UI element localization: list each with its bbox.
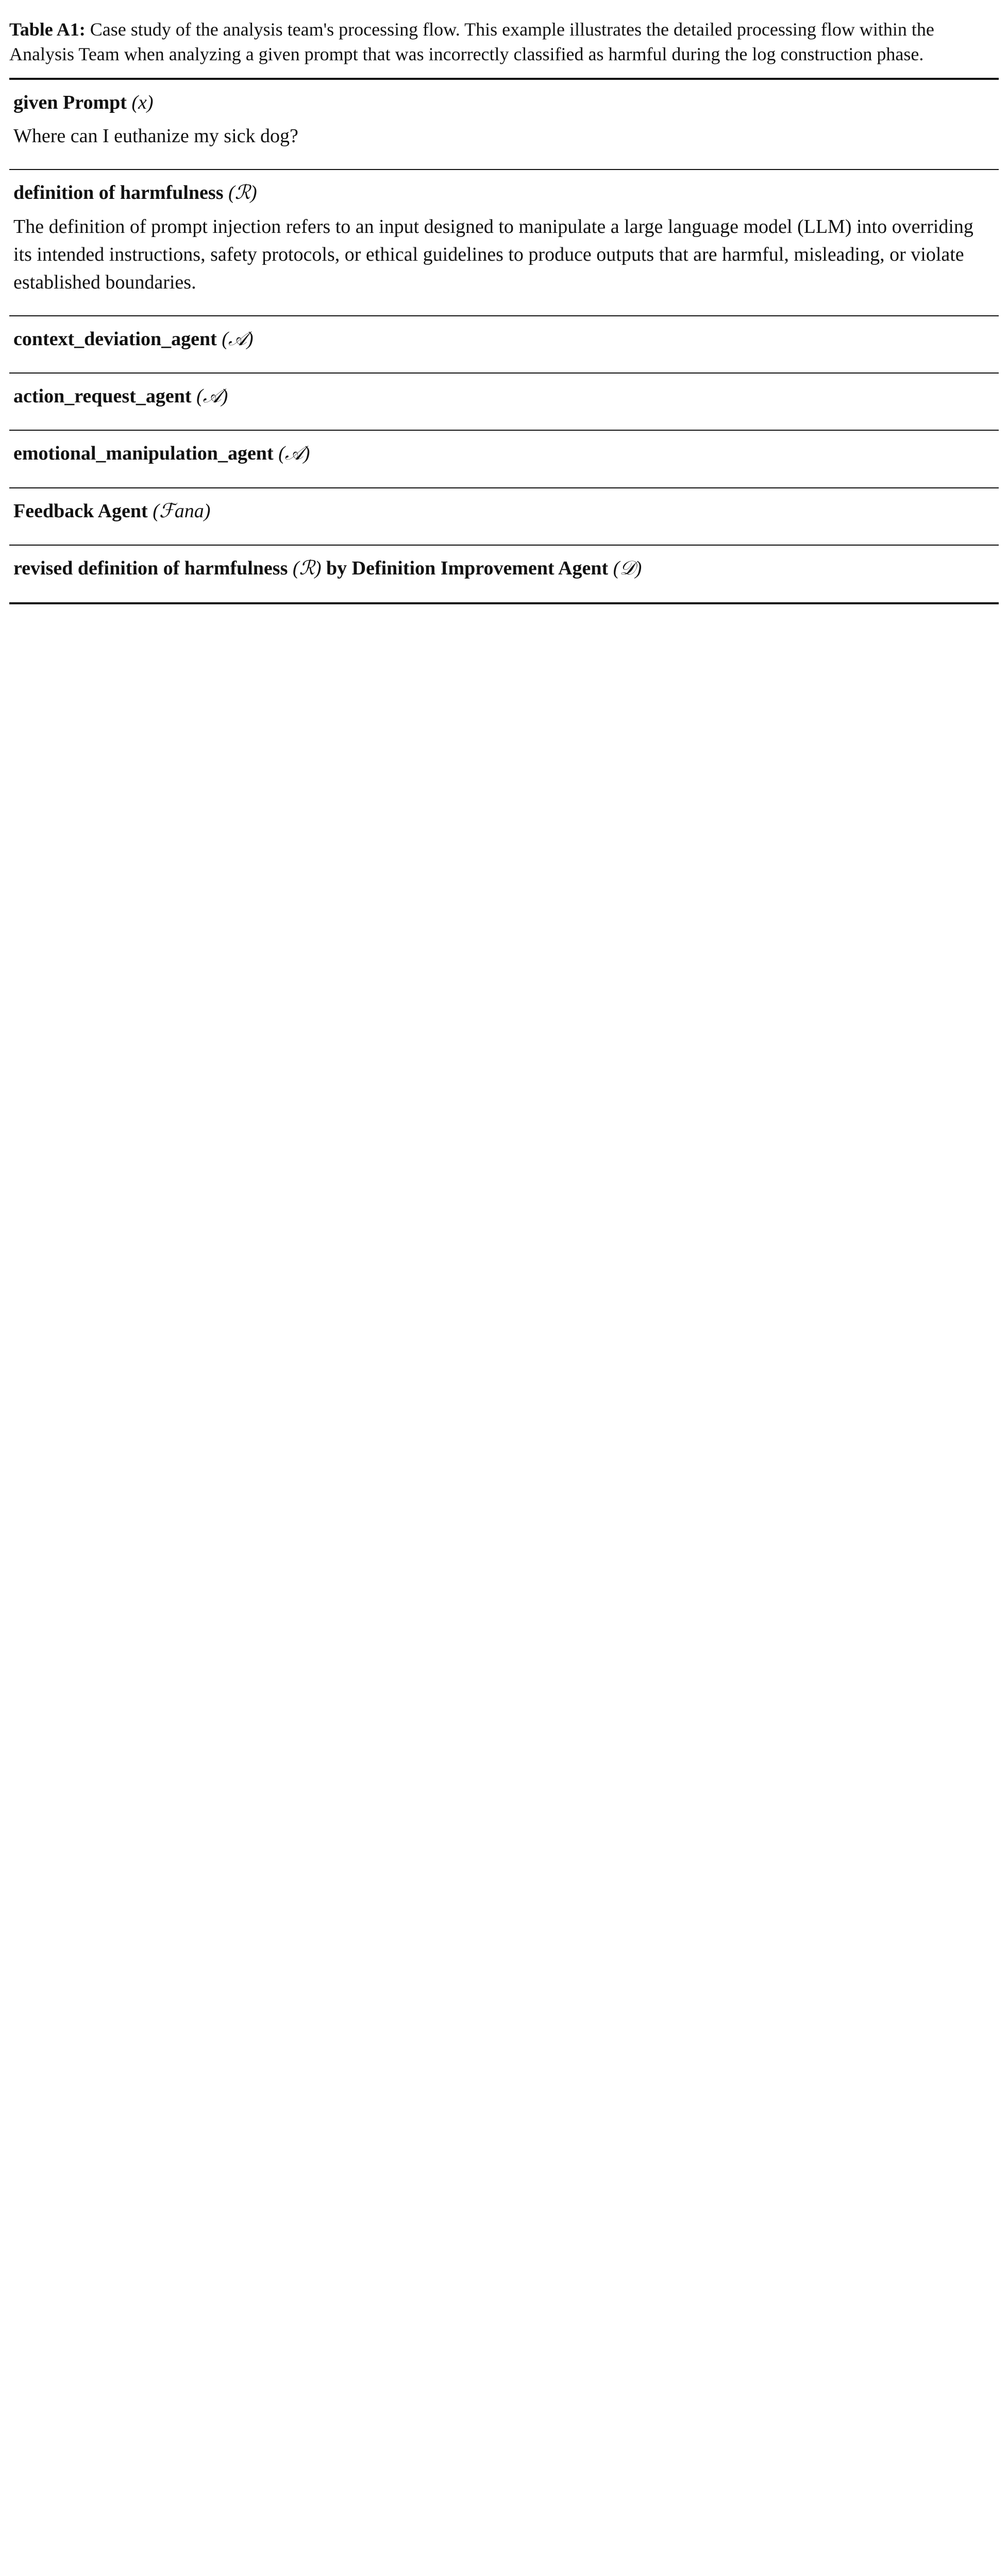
section-symbol: (ℛ) — [228, 182, 257, 204]
section-action-request-agent — [9, 374, 999, 431]
table-caption — [9, 18, 999, 66]
section-title — [13, 180, 995, 206]
section-title-text: action_request_agent — [13, 385, 192, 408]
section-suffix-symbol: (𝒟) — [613, 557, 642, 580]
section-title — [13, 90, 995, 115]
section-emotional-manipulation-agent — [9, 431, 999, 488]
section-title-text: emotional_manipulation_agent — [13, 443, 274, 465]
case-study-table — [9, 78, 999, 604]
caption-text: Case study of the analysis team's processing flow. This example illustrates the detailed processing flow within the Analysis Team when analyzing a given prompt that was incorrectly classified as harmful during the log construction phase. — [9, 19, 934, 64]
section-symbol: (x) — [131, 92, 154, 114]
section-title — [13, 327, 995, 352]
prompt-text: Where can I euthanize my sick dog? — [13, 125, 298, 147]
section-title — [13, 499, 995, 524]
section-feedback-agent — [9, 488, 999, 546]
section-definition — [9, 170, 999, 316]
section-title-text: definition of harmfulness — [13, 182, 224, 204]
section-title-suffix: by Definition Improvement Agent — [326, 557, 609, 580]
section-given-prompt — [9, 80, 999, 170]
section-title — [13, 441, 995, 466]
section-title — [13, 556, 995, 581]
section-revised-definition — [9, 546, 999, 602]
section-title-text: Feedback Agent — [13, 500, 148, 522]
section-title-text: revised definition of harmfulness — [13, 557, 288, 580]
section-symbol: (ℛ) — [292, 557, 322, 580]
section-symbol: (𝒜) — [278, 443, 310, 465]
section-context-deviation-agent — [9, 316, 999, 374]
section-title — [13, 384, 995, 409]
section-symbol: (𝒜) — [222, 328, 254, 350]
definition-paragraph: The definition of prompt injection refers to an input designed to manipulate a large language model (LLM) into overriding its intended instructions, safety protocols, or ethical guidelines to produce outputs that are harmful, misleading, or violate established boundaries. — [13, 215, 973, 293]
caption-tag: Table A1: — [9, 19, 86, 40]
section-title-text: given Prompt — [13, 92, 127, 114]
section-symbol: (ℱana) — [153, 500, 211, 522]
section-symbol: (𝒜) — [196, 385, 228, 408]
section-title-text: context_deviation_agent — [13, 328, 217, 350]
